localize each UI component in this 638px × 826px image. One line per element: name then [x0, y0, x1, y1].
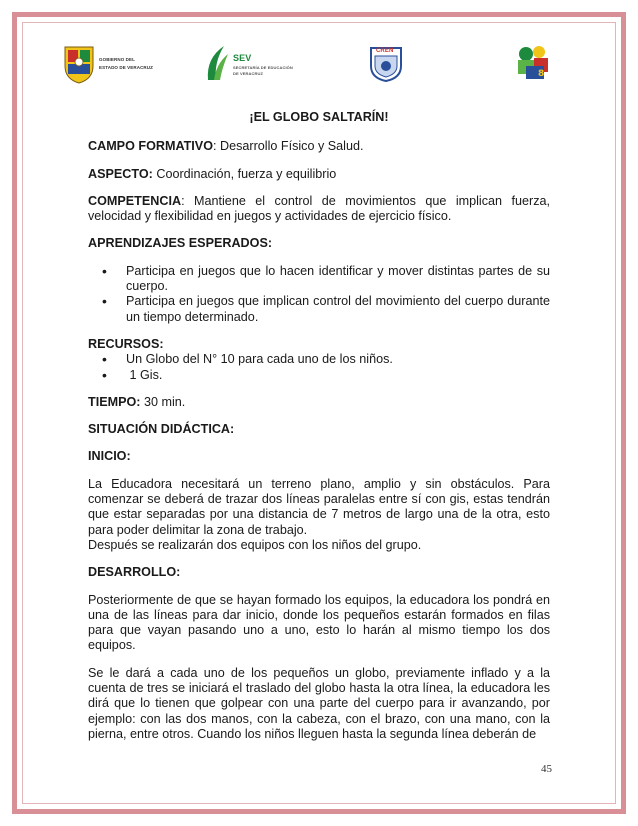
tiempo-label: TIEMPO:: [88, 394, 141, 409]
competencia: [88, 194, 550, 225]
sev-line2: DE VERACRUZ: [233, 71, 263, 76]
inicio-paragraph-2: Después se realizarán dos equipos con los niños del grupo.: [88, 537, 422, 552]
gobierno-line1: GOBIERNO DEL: [99, 57, 135, 62]
competencia-label: COMPETENCIA: [88, 193, 182, 208]
campo-formativo: [88, 139, 550, 154]
sev-line1: SECRETARÍA DE EDUCACIÓN: [233, 65, 293, 70]
tiempo: [88, 395, 550, 410]
competencia-value: : Mantiene el control de movimientos que implican fuerza, velocidad y flexibilidad en juegos y actividades de ejercicio físico.: [88, 193, 550, 224]
aspecto: [88, 167, 550, 182]
desarrollo-heading: DESARROLLO:: [88, 565, 181, 580]
program-logo-icon: [512, 42, 552, 82]
cren-label: CREN: [376, 48, 394, 54]
svg-text:8: 8: [538, 69, 545, 79]
header-logos: [0, 0, 638, 110]
campo-label: CAMPO FORMATIVO: [88, 139, 213, 154]
aprendizajes-list: [88, 264, 550, 325]
aspecto-label: ASPECTO:: [88, 166, 153, 181]
recursos-list: [88, 352, 550, 383]
situacion-heading: SITUACIÓN DIDÁCTICA:: [88, 422, 235, 437]
page-number: 45: [541, 763, 552, 775]
campo-value: : Desarrollo Físico y Salud.: [213, 139, 364, 154]
desarrollo-paragraph: Posteriormente de que se hayan formado los equipos, la educadora los pondrá en una de las líneas para dar inicio, donde los pequeños estarán formados en filas para que vayan pasando uno a uno, esto lo harán al mismo tiempo los dos equipos.: [88, 592, 550, 653]
document-body: [88, 110, 550, 742]
gobierno-line2: ESTADO DE VERACRUZ: [99, 65, 153, 70]
sev-leaf-icon: [204, 44, 230, 82]
inicio-paragraph: La Educadora necesitará un terreno plano, amplio y sin obstáculos. Para comenzar se deberá de trazar dos líneas paralelas entre sí con gis, estas tendrán que estar separadas por una distancia de 7 metros de largo una de la otra, esto para poder delimitar la zona de trabajo.: [88, 476, 550, 537]
aprendizajes-heading: APRENDIZAJES ESPERADOS:: [88, 236, 273, 251]
aspecto-value: Coordinación, fuerza y equilibrio: [152, 166, 337, 181]
list-item: • Un Globo del N° 10 para cada uno de los niños.: [88, 352, 550, 367]
recursos-heading: RECURSOS:: [88, 336, 164, 351]
desarrollo-paragraph-2: Se le dará a cada uno de los pequeños un globo, previamente inflado y a la cuenta de tres se iniciará el traslado del globo hasta la otra línea, la educadora les dirá que lo tienen que golpear con una parte del cuerpo para ir avanzando, por ejemplo: con las dos manos, con la cabeza, con el brazo, con una mano, con la pierna, entre otros. Cuando los niños lleguen hasta la segunda línea deberán de: [88, 665, 550, 741]
veracruz-shield-icon: [62, 44, 96, 84]
inicio-heading: INICIO:: [88, 449, 131, 464]
list-item: • Participa en juegos que implican control del movimiento del cuerpo durante un tiempo determinado.: [88, 294, 550, 325]
sev-title: SEV: [233, 53, 252, 63]
list-item: • Participa en juegos que lo hacen identificar y mover distintas partes de su cuerpo.: [88, 264, 550, 295]
tiempo-value: 30 min.: [140, 394, 186, 409]
list-item: • 1 Gis.: [88, 368, 550, 383]
page-title: ¡EL GLOBO SALTARÍN!: [249, 110, 389, 124]
